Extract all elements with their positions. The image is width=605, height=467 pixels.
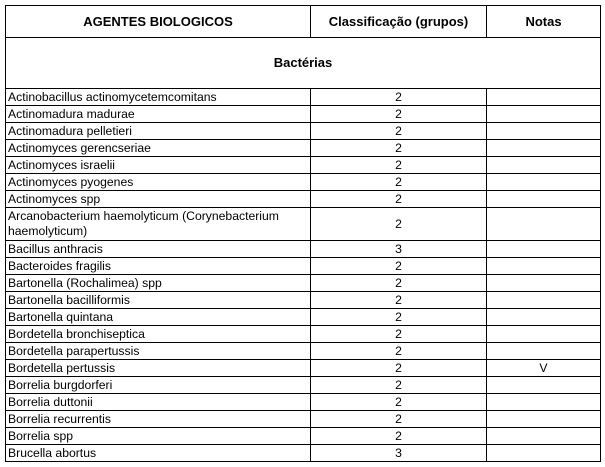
agent-notes [487,89,601,106]
agent-classification: 2 [311,292,487,309]
agent-notes [487,140,601,157]
header-classification: Classificação (grupos) [311,6,487,38]
table-row [6,241,601,258]
table-header-row [6,6,601,38]
table-row [6,292,601,309]
agent-classification: 2 [311,174,487,191]
header-agents: AGENTES BIOLOGICOS [6,6,311,38]
table-row [6,191,601,208]
agent-classification: 2 [311,428,487,445]
agent-notes [487,208,601,241]
agent-name: Borrelia spp [6,428,311,445]
agent-name: Borrelia recurrentis [6,411,311,428]
table-row [6,445,601,462]
agent-classification: 2 [311,309,487,326]
table-row [6,377,601,394]
agent-notes [487,343,601,360]
table-row [6,208,601,241]
agent-name: Actinomyces gerencseriae [6,140,311,157]
agent-notes [487,394,601,411]
agent-name: Brucella abortus [6,445,311,462]
agent-name: Actinobacillus actinomycetemcomitans [6,89,311,106]
agent-name: Actinomyces pyogenes [6,174,311,191]
agent-classification: 2 [311,275,487,292]
agent-notes [487,411,601,428]
agent-classification: 2 [311,89,487,106]
agent-classification: 2 [311,258,487,275]
agent-notes [487,428,601,445]
agent-name: Bordetella pertussis [6,360,311,377]
agent-notes [487,292,601,309]
table-row [6,360,601,377]
agent-notes: V [487,360,601,377]
agent-notes [487,377,601,394]
agent-name: Borrelia duttonii [6,394,311,411]
agent-name: Actinomadura pelletieri [6,123,311,140]
agent-classification: 3 [311,445,487,462]
agent-name: Actinomyces spp [6,191,311,208]
agent-notes [487,326,601,343]
agent-name: Bacillus anthracis [6,241,311,258]
agent-classification: 2 [311,394,487,411]
agent-classification: 2 [311,377,487,394]
agent-classification: 2 [311,411,487,428]
table-row [6,106,601,123]
agent-name: Borrelia burgdorferi [6,377,311,394]
table-row [6,89,601,106]
agent-name: Bartonella bacilliformis [6,292,311,309]
table-row [6,275,601,292]
agent-name: Actinomadura madurae [6,106,311,123]
agent-notes [487,275,601,292]
table-row [6,394,601,411]
agent-notes [487,241,601,258]
agent-name: Bordetella bronchiseptica [6,326,311,343]
agent-classification: 2 [311,157,487,174]
agent-notes [487,445,601,462]
agent-classification: 2 [311,326,487,343]
agent-notes [487,174,601,191]
agent-notes [487,157,601,174]
agent-notes [487,309,601,326]
agent-name: Bartonella (Rochalimea) spp [6,275,311,292]
agent-classification: 2 [311,360,487,377]
table-row [6,140,601,157]
table-row [6,309,601,326]
agent-classification: 2 [311,106,487,123]
table-row [6,258,601,275]
agent-classification: 3 [311,241,487,258]
table-row [6,174,601,191]
agent-notes [487,123,601,140]
agent-name: Bartonella quintana [6,309,311,326]
table-row [6,411,601,428]
agent-name: Bordetella parapertussis [6,343,311,360]
section-title: Bactérias [6,38,601,89]
biological-agents-table [5,5,601,462]
document-page [5,5,600,462]
agent-name: Bacteroides fragilis [6,258,311,275]
table-row [6,428,601,445]
agent-name: Arcanobacterium haemolyticum (Corynebacterium haemolyticum) [6,208,311,241]
table-row [6,326,601,343]
agent-classification: 2 [311,343,487,360]
agent-classification: 2 [311,208,487,241]
table-row [6,123,601,140]
header-notes: Notas [487,6,601,38]
agent-notes [487,191,601,208]
agent-classification: 2 [311,140,487,157]
section-row [6,38,601,89]
table-row [6,343,601,360]
agent-notes [487,106,601,123]
agent-classification: 2 [311,191,487,208]
agent-name: Actinomyces israelii [6,157,311,174]
agent-notes [487,258,601,275]
table-row [6,157,601,174]
agent-classification: 2 [311,123,487,140]
